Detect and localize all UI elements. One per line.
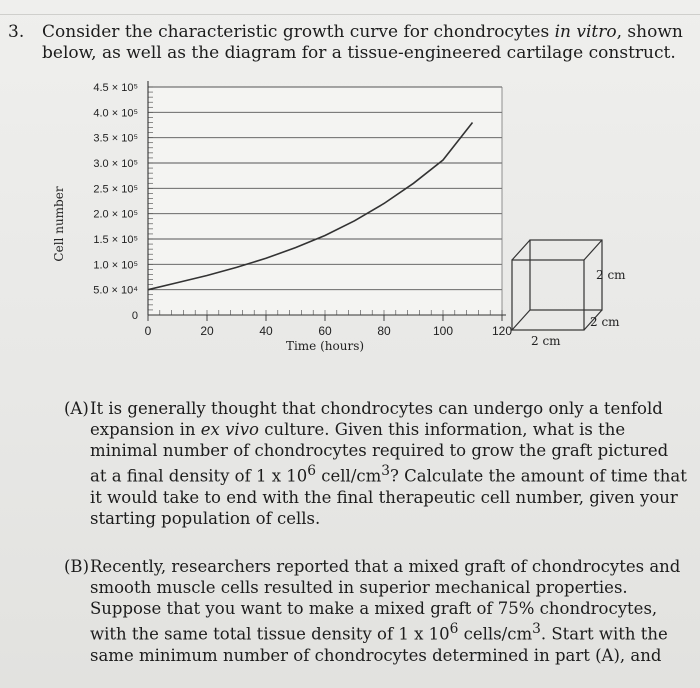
growth-chart <box>0 72 700 372</box>
figure <box>0 72 700 372</box>
top-rule <box>0 14 700 15</box>
part-a-text-4: ? Calculate the amount of time that it would take to end with the final therapeutic cell number, given your starting population of cells. <box>90 466 687 528</box>
cube-depth-label: 2 cm <box>590 315 620 329</box>
part-a-text-3: cell/cm <box>316 466 382 486</box>
cube-back-face <box>530 240 602 310</box>
x-tick-label: 20 <box>200 324 214 338</box>
y-tick-label: 2.0 × 10⁵ <box>93 208 138 221</box>
y-tick-label: 2.5 × 10⁵ <box>93 183 138 196</box>
cube-edge <box>512 240 530 260</box>
y-tick-label: 1.5 × 10⁵ <box>93 234 138 246</box>
y-tick-label: 3.0 × 10⁵ <box>93 158 138 170</box>
x-tick-label: 0 <box>144 324 152 338</box>
x-axis-title: Time (hours) <box>285 339 365 353</box>
part-a-text-1: It is generally thought that chondrocytes can undergo only a tenfold expansion in <box>90 399 663 439</box>
cube-height-label: 2 cm <box>596 268 626 282</box>
y-axis-title: Cell number <box>52 186 66 262</box>
part-a-sup-1: 6 <box>307 463 317 479</box>
part-b-text <box>90 556 689 666</box>
part-b-tag: (B) <box>64 557 89 576</box>
plot-area <box>148 87 502 315</box>
question-stem <box>42 22 692 64</box>
x-tick-label: 40 <box>259 324 273 338</box>
part-b-sup-1: 6 <box>449 621 459 637</box>
question-number: 3. <box>8 22 25 42</box>
y-tick-label: 4.5 × 10⁵ <box>93 82 138 94</box>
cube-edge <box>584 240 602 260</box>
y-tick-label: 4.0 × 10⁵ <box>93 107 138 120</box>
x-tick-label: 100 <box>432 324 454 338</box>
y-tick-label: 3.5 × 10⁵ <box>93 132 138 145</box>
cube-front-face <box>512 260 584 330</box>
x-tick-label: 120 <box>491 324 513 338</box>
cube-edge <box>512 310 530 330</box>
part-b <box>64 556 689 666</box>
part-a-sup-2: 3 <box>381 463 391 479</box>
stem-text-2: , shown <box>616 22 683 42</box>
cube-width-label: 2 cm <box>531 334 561 348</box>
stem-text-1: Consider the characteristic growth curve for chondrocytes <box>42 22 555 42</box>
part-a <box>64 398 689 529</box>
stem-italic: in vitro <box>554 22 617 42</box>
part-a-text <box>90 398 689 529</box>
part-b-text-1: Recently, researchers reported that a mixed graft of chondrocytes and smooth muscle cells resulted in superior mechanical properties. Suppose that you want to make a mixed graft of 75% chondrocytes, with the same total tissue density of 1 x 10 <box>90 557 681 644</box>
y-tick-label: 1.0 × 10⁵ <box>93 259 138 272</box>
y-tick-label: 0 <box>131 310 138 322</box>
y-tick-label: 5.0 × 10⁴ <box>93 284 138 297</box>
part-b-text-3: . Start with the same minimum number of chondrocytes determined in part (A), and <box>90 624 668 665</box>
x-tick-label: 80 <box>377 324 391 338</box>
cube-diagram <box>512 240 602 330</box>
part-b-sup-2: 3 <box>532 621 541 637</box>
part-a-text-2: culture. Given this information, what is the minimal number of chondrocytes required to grow the graft pictured at a final density of 1 x 10 <box>90 420 669 486</box>
part-a-tag: (A) <box>64 399 89 418</box>
stem-text-3: below, as well as the diagram for a tissue-engineered cartilage construct. <box>42 43 676 63</box>
gridlines <box>148 87 502 315</box>
x-tick-label: 60 <box>318 324 332 338</box>
part-b-text-2: cells/cm <box>458 624 533 644</box>
part-a-italic: ex vivo <box>200 420 259 439</box>
